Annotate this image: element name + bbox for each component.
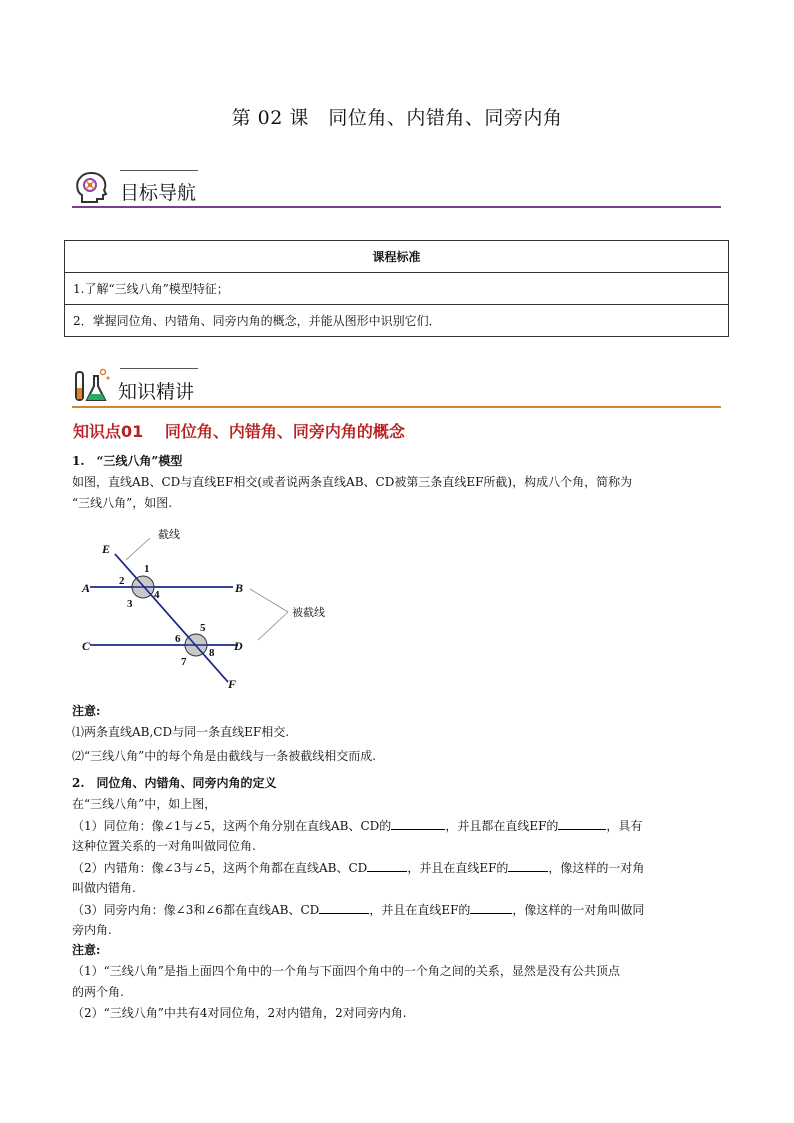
angle-label-3: 3	[127, 598, 133, 610]
section-heading-knowledge: 知识精讲	[118, 381, 195, 403]
part1-para: 如图，直线AB、CD与直线EF相交(或者说两条直线AB、CD被第三条直线EF所截)，构成八个角，简称为	[72, 475, 633, 489]
point-label-e: E	[102, 542, 111, 556]
transversal-label: 截线	[158, 528, 180, 541]
definition-same-side-cont: 旁内角.	[72, 923, 112, 937]
standards-table	[64, 240, 729, 337]
point-label-d: D	[234, 639, 243, 653]
section-heading-goals: 目标导航	[120, 182, 197, 204]
cut-lines-label: 被截线	[292, 606, 325, 619]
point-label-c: C	[82, 639, 91, 653]
part2-heading: 2. 同位角、内错角、同旁内角的定义	[72, 776, 277, 790]
definition-corresponding-cont: 这种位置关系的一对角叫做同位角.	[72, 839, 256, 853]
note-item-cont: 的两个角.	[72, 985, 124, 999]
section-rule	[72, 406, 721, 408]
point-label-a: A	[82, 581, 91, 595]
angle-label-2: 2	[119, 575, 125, 587]
knowledge-point-title: 知识点01 同位角、内错角、同旁内角的概念	[73, 422, 405, 441]
definition-alternate: （2）内错角：像∠3与∠5，这两个角都在直线AB、CD ，并且在直线EF的 ，像这样的一对角	[72, 857, 728, 879]
note-item: （1）“三线八角”是指上面四个角中的一个角与下面四个角中的一个角之间的关系，显然是没有公共顶点	[72, 964, 620, 978]
part2-intro: 在“三线八角”中，如上图，	[72, 797, 217, 811]
point-label-f: F	[228, 677, 237, 691]
note-item: ⑵“三线八角”中的每个角是由截线与一条被截线相交而成.	[72, 749, 377, 763]
head-brain-icon	[72, 168, 110, 206]
point-label-b: B	[235, 581, 244, 595]
angle-label-5: 5	[200, 622, 206, 634]
angle-label-7: 7	[181, 656, 187, 668]
angle-label-1: 1	[144, 563, 150, 575]
note-item: （2）“三线八角”中共有4对同位角，2对内错角，2对同旁内角.	[72, 1006, 407, 1020]
table-row: 1.了解“三线八角”模型特征；	[65, 273, 729, 305]
angle-label-4: 4	[154, 589, 160, 601]
section-rule	[72, 206, 721, 208]
angle-label-8: 8	[209, 647, 215, 659]
page-title: 第 02 课 同位角、内错角、同旁内角	[231, 107, 563, 129]
table-row: 2．掌握同位角、内错角、同旁内角的概念，并能从图形中识别它们．	[65, 305, 729, 337]
fill-blank[interactable]	[391, 815, 445, 830]
section-divider	[120, 170, 198, 171]
line-ef	[115, 554, 228, 682]
angle-label-6: 6	[175, 633, 181, 645]
table-header: 课程标准	[65, 241, 729, 273]
definition-corresponding: （1）同位角：像∠1与∠5，这两个角分别在直线AB、CD的 ，并且都在直线EF的 ，具有	[72, 815, 728, 837]
transversal-pointer	[126, 538, 150, 560]
part1-para: “三线八角”，如图.	[72, 496, 173, 510]
cut-lines-pointer	[250, 589, 288, 640]
section-divider	[120, 368, 198, 369]
note-item: ⑴两条直线AB,CD与同一条直线EF相交.	[72, 725, 290, 739]
definition-alternate-cont: 叫做内错角.	[72, 881, 136, 895]
definition-same-side: （3）同旁内角：像∠3和∠6都在直线AB、CD ，并且在直线EF的 ，像这样的一对角叫做同	[72, 899, 728, 921]
fill-blank[interactable]	[367, 857, 407, 872]
three-lines-eight-angles-diagram	[78, 522, 358, 694]
note-label: 注意:	[72, 943, 101, 957]
flask-icon	[72, 366, 112, 406]
fill-blank[interactable]	[470, 899, 512, 914]
fill-blank[interactable]	[319, 899, 369, 914]
note-label: 注意:	[72, 704, 101, 718]
fill-blank[interactable]	[508, 857, 548, 872]
fill-blank[interactable]	[558, 815, 606, 830]
part1-heading: 1. “三线八角”模型	[72, 454, 183, 468]
